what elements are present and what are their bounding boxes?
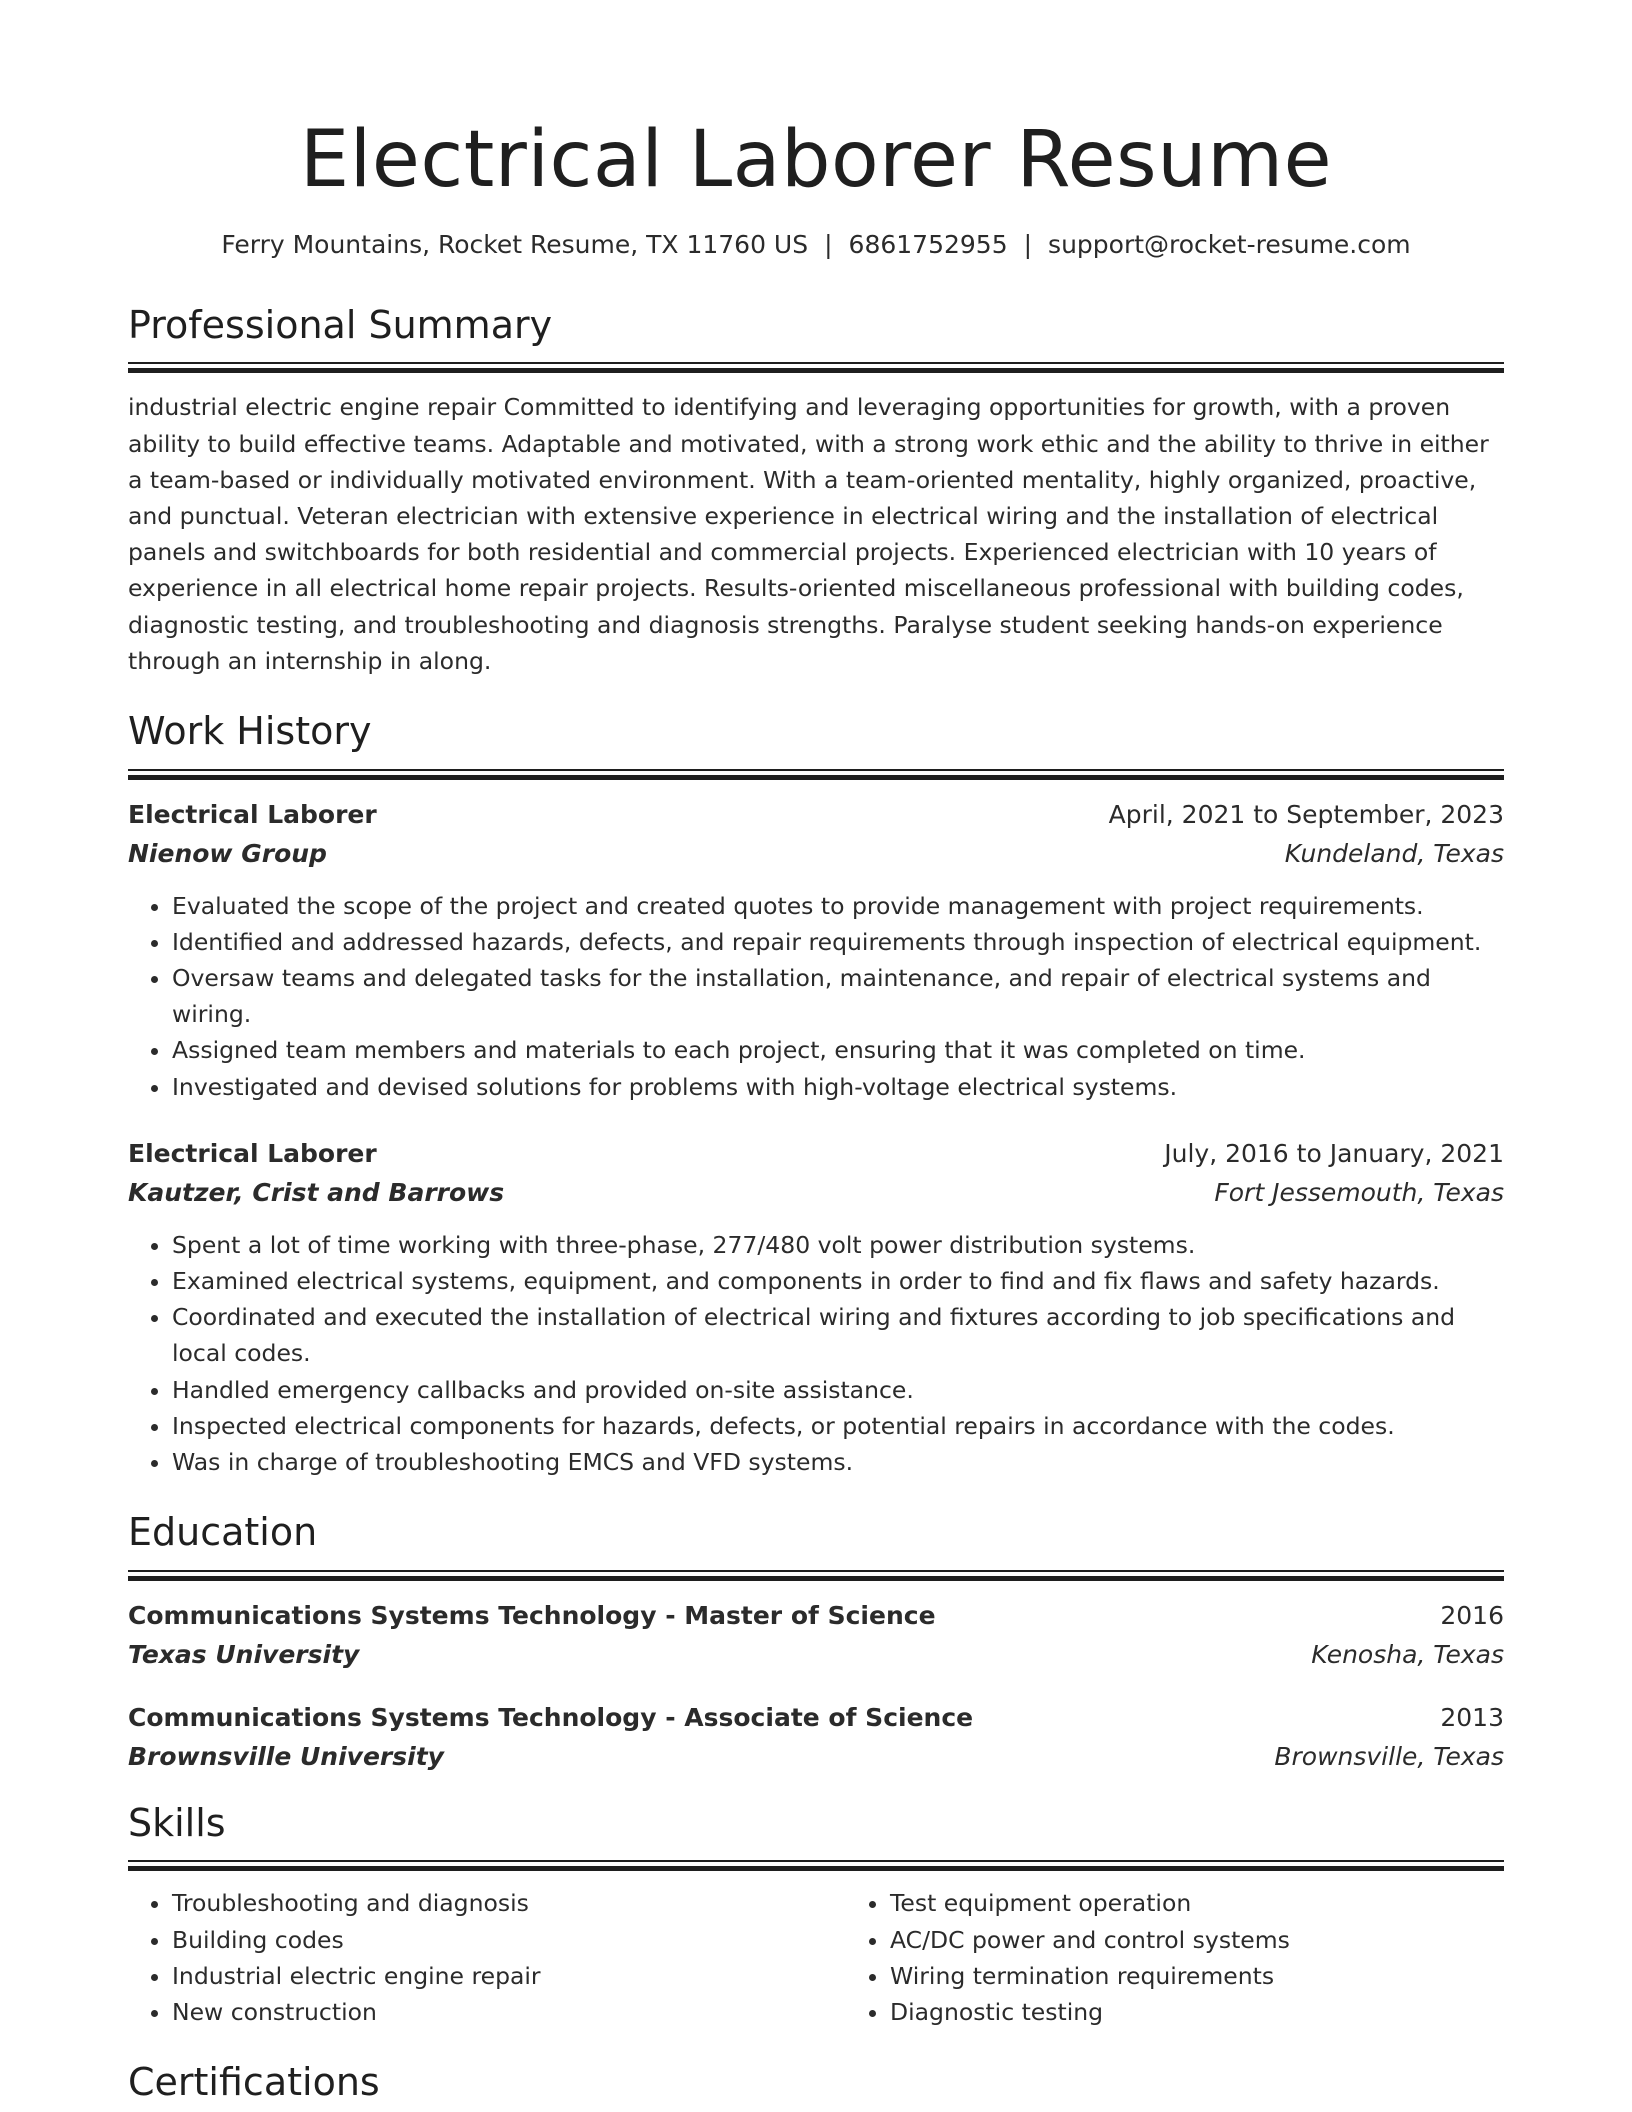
summary-text: industrial electric engine repair Committed to identifying and leveraging opportunities for growth, with a proven ability to build effective teams. Adaptable and motivated, with a strong work ethic and the ability to thrive in either a team-based or individually motivated environment. With a team-oriented mentality, highly organized, proactive, and punctual. Veteran electrician with extensive experience in electrical wiring and the installation of electrical panels and switchboards for both residential and commercial projects. Experienced electrician with 10 years of experience in all electrical home repair projects. Results-oriented miscellaneous professional with building codes, diagnostic testing, and troubleshooting and diagnosis strengths. Paralyse student seeking hands-on experience through an internship in along.	[128, 393, 1489, 675]
job-bullet: • Examined electrical systems, equipment, and components in order to find and fix flaws and safety hazards.	[172, 1263, 1504, 1299]
job-location: Kundeland, Texas	[1284, 838, 1504, 868]
heading-rule-thin	[128, 769, 1504, 771]
job-bullet: • Assigned team members and materials to each project, ensuring that it was completed on time.	[172, 1032, 1504, 1068]
job-entry	[128, 1139, 1504, 1480]
skills-column-left	[128, 1885, 846, 2030]
skill-item: • Diagnostic testing	[890, 1994, 1290, 2030]
skill-item: • New construction	[172, 1994, 846, 2030]
heading-rule-thick	[128, 1576, 1504, 1581]
education-school: Brownsville University	[128, 1741, 444, 1771]
heading-rule-thick	[128, 775, 1504, 780]
skill-item: • Wiring termination requirements	[890, 1958, 1290, 1994]
contact-line	[128, 230, 1504, 259]
contact-phone: 6861752955	[848, 229, 1008, 259]
job-bullet: • Was in charge of troubleshooting EMCS and VFD systems.	[172, 1444, 1504, 1480]
heading-rule-thick	[128, 1866, 1504, 1871]
job-bullet: • Oversaw teams and delegated tasks for the installation, maintenance, and repair of electrical systems and wiring.	[172, 960, 1504, 1032]
education-location: Brownsville, Texas	[1274, 1741, 1504, 1771]
job-bullet: • Inspected electrical components for hazards, defects, or potential repairs in accordance with the codes.	[172, 1408, 1504, 1444]
job-bullets	[128, 1227, 1504, 1480]
skills-grid	[128, 1885, 1504, 2030]
job-location: Fort Jessemouth, Texas	[1214, 1177, 1504, 1207]
contact-email: support@rocket-resume.com	[1048, 229, 1411, 259]
summary-heading: Professional Summary	[128, 302, 553, 347]
education-degree: Communications Systems Technology - Associate of Science	[128, 1702, 974, 1732]
heading-rule-thin	[128, 1570, 1504, 1572]
certifications-heading: Certifications	[128, 2060, 380, 2105]
education-location: Kenosha, Texas	[1311, 1639, 1504, 1669]
job-bullet: • Coordinated and executed the installation of electrical wiring and fixtures according to job specifications and local codes.	[172, 1299, 1504, 1371]
education-degree: Communications Systems Technology - Master of Science	[128, 1600, 936, 1630]
resume-title: Electrical Laborer Resume	[299, 115, 1333, 205]
job-dates: July, 2016 to January, 2021	[1164, 1138, 1504, 1168]
heading-rule-thin	[128, 362, 1504, 364]
job-bullets	[128, 888, 1504, 1105]
education-year: 2013	[1440, 1702, 1504, 1732]
education-entry	[128, 1703, 1504, 1771]
work-history-heading: Work History	[128, 709, 372, 754]
education-section	[128, 1510, 1504, 1771]
skill-item: • Industrial electric engine repair	[172, 1958, 846, 1994]
job-entry	[128, 800, 1504, 1105]
job-title: Electrical Laborer	[128, 1138, 377, 1168]
job-title: Electrical Laborer	[128, 799, 377, 829]
heading-rule-thick	[128, 368, 1504, 373]
contact-separator: |	[824, 229, 833, 259]
education-entry	[128, 1601, 1504, 1669]
job-bullet: • Spent a lot of time working with three-phase, 277/480 volt power distribution systems.	[172, 1227, 1504, 1263]
work-history-section	[128, 709, 1504, 1480]
contact-separator: |	[1023, 229, 1033, 259]
education-school: Texas University	[128, 1639, 360, 1669]
contact-address: Ferry Mountains, Rocket Resume, TX 11760 US	[221, 229, 809, 259]
skills-section	[128, 1801, 1504, 2030]
job-dates: April, 2021 to September, 2023	[1108, 799, 1504, 829]
education-heading: Education	[128, 1510, 318, 1555]
job-bullet: • Investigated and devised solutions for problems with high-voltage electrical systems.	[172, 1069, 1504, 1105]
job-bullet: • Handled emergency callbacks and provided on-site assistance.	[172, 1372, 1504, 1408]
skills-column-right	[846, 1885, 1290, 2030]
skill-item: • Test equipment operation	[890, 1885, 1290, 1921]
job-bullet: • Identified and addressed hazards, defects, and repair requirements through inspection of electrical equipment.	[172, 924, 1504, 960]
heading-rule-thin	[128, 1860, 1504, 1862]
skills-heading: Skills	[128, 1800, 226, 1845]
job-bullet: • Evaluated the scope of the project and created quotes to provide management with project requirements.	[172, 888, 1504, 924]
certifications-section	[128, 2060, 1504, 2106]
skill-item: • AC/DC power and control systems	[890, 1922, 1290, 1958]
summary-section	[128, 303, 1504, 679]
job-company: Nienow Group	[128, 838, 327, 868]
skill-item: • Building codes	[172, 1922, 846, 1958]
education-year: 2016	[1440, 1600, 1504, 1630]
job-company: Kautzer, Crist and Barrows	[128, 1177, 505, 1207]
skill-item: • Troubleshooting and diagnosis	[172, 1885, 846, 1921]
